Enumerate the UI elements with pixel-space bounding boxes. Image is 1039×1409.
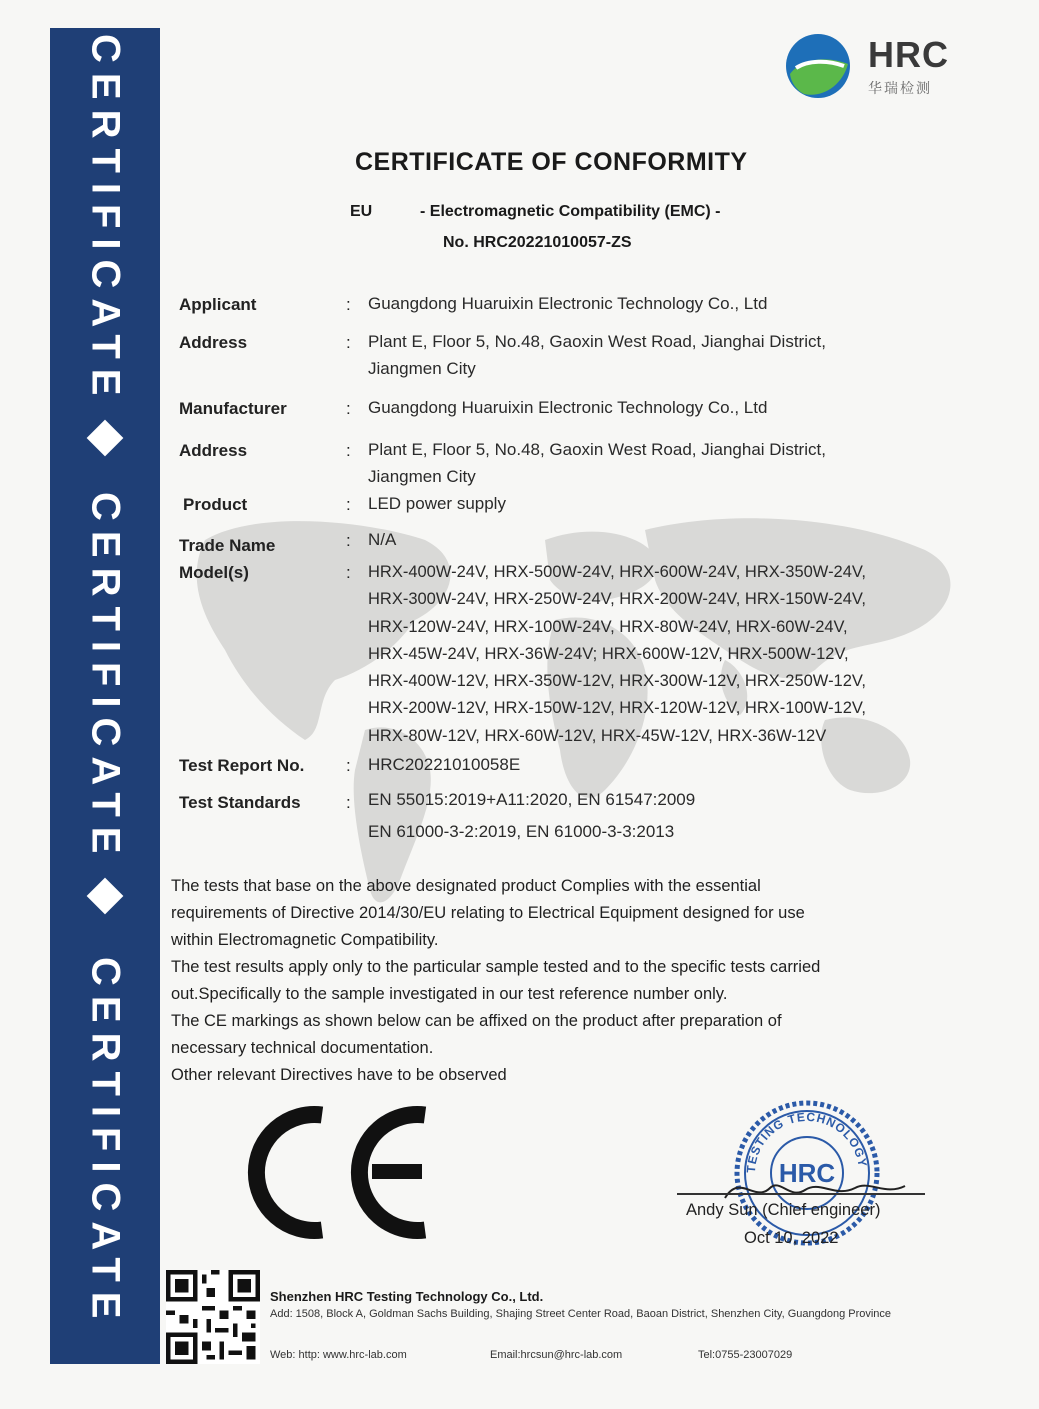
footer-web-link[interactable]: Web: http: www.hrc-lab.com <box>270 1349 407 1361</box>
footer-phone: Tel:0755-23007029 <box>698 1349 793 1361</box>
qr-code-icon <box>166 1270 260 1364</box>
diamond-icon <box>87 420 124 457</box>
address-line-1: Plant E, Floor 5, No.48, Gaoxin West Road, Jianghai District, <box>368 332 826 351</box>
trade-name-value: N/A <box>368 530 397 549</box>
signer-name: Andy Sun (Chief engineer) <box>686 1201 881 1219</box>
colon: : <box>346 441 351 460</box>
diamond-icon <box>87 878 124 915</box>
models-label: Model(s) <box>179 563 249 582</box>
stamp-ring-text: TESTING TECHNOLOGY <box>743 1109 870 1174</box>
footer-email-link[interactable]: Email:hrcsun@hrc-lab.com <box>490 1349 623 1361</box>
signature-line <box>677 1193 925 1195</box>
statement-line: The tests that base on the above designated product Complies with the essential <box>171 877 761 895</box>
model-line: HRX-400W-12V, HRX-350W-12V, HRX-300W-12V, HRX-250W-12V, <box>368 672 866 690</box>
test-standards-line-2: EN 61000-3-2:2019, EN 61000-3-3:2013 <box>368 822 675 841</box>
trade-name-label: Trade Name <box>179 536 276 555</box>
left-banner <box>50 28 160 1364</box>
test-report-label: Test Report No. <box>179 756 305 775</box>
statement-line: The CE markings as shown below can be affixed on the product after preparation of <box>171 1012 782 1030</box>
applicant-value: Guangdong Huaruixin Electronic Technology Co., Ltd <box>368 294 768 313</box>
colon: : <box>346 756 351 775</box>
stamp-center-text: HRC <box>778 1158 836 1188</box>
banner-word-bottom: CERTIFICATE <box>83 957 128 1329</box>
statement-line: The test results apply only to the particular sample tested and to the specific tests carried <box>171 958 821 976</box>
colon: : <box>346 399 351 418</box>
model-line: HRX-80W-12V, HRX-60W-12V, HRX-45W-12V, HRX-36W-12V <box>368 727 827 745</box>
model-line: HRX-45W-24V, HRX-36W-24V; HRX-600W-12V, HRX-500W-12V, <box>368 645 849 663</box>
colon: : <box>346 531 351 550</box>
test-standards-label: Test Standards <box>179 793 301 812</box>
statement-line: necessary technical documentation. <box>171 1039 434 1057</box>
region-label: EU <box>350 203 373 220</box>
colon: : <box>346 563 351 582</box>
ce-mark-icon <box>240 1105 440 1240</box>
colon: : <box>346 495 351 514</box>
address-label: Address <box>179 441 248 460</box>
test-report-value: HRC20221010058E <box>368 755 521 774</box>
model-line: HRX-300W-24V, HRX-250W-24V, HRX-200W-24V, HRX-150W-24V, <box>368 590 866 608</box>
logo-brand: HRC <box>868 34 949 75</box>
statement-line: requirements of Directive 2014/30/EU relating to Electrical Equipment designed for use <box>171 904 805 922</box>
statement-line: Other relevant Directives have to be observed <box>171 1066 507 1084</box>
banner-word-middle: CERTIFICATE <box>83 492 128 864</box>
product-label: Product <box>183 495 248 514</box>
colon: : <box>346 793 351 812</box>
signature-date: Oct 10, 2022 <box>744 1229 839 1247</box>
colon: : <box>346 295 351 314</box>
address-label: Address <box>179 333 248 352</box>
colon: : <box>346 333 351 352</box>
applicant-label: Applicant <box>179 295 257 314</box>
certificate-title: CERTIFICATE OF CONFORMITY <box>355 148 748 176</box>
statement-line: within Electromagnetic Compatibility. <box>171 931 439 949</box>
model-line: HRX-120W-24V, HRX-100W-24V, HRX-80W-24V, HRX-60W-24V, <box>368 618 848 636</box>
logo-subtitle: 华瑞检测 <box>868 80 932 96</box>
address-line-2: Jiangmen City <box>368 467 476 486</box>
address-line-1: Plant E, Floor 5, No.48, Gaoxin West Road, Jianghai District, <box>368 440 826 459</box>
footer-company: Shenzhen HRC Testing Technology Co., Ltd. <box>270 1289 544 1304</box>
address-line-2: Jiangmen City <box>368 359 476 378</box>
certificate-number: No. HRC20221010057-ZS <box>443 234 632 251</box>
manufacturer-label: Manufacturer <box>179 399 287 418</box>
footer-address: Add: 1508, Block A, Goldman Sachs Building, Shajing Street Center Road, Baoan District, Shenzhen City, Guangdong Province <box>270 1308 892 1320</box>
model-line: HRX-200W-12V, HRX-150W-12V, HRX-120W-12V, HRX-100W-12V, <box>368 699 866 717</box>
banner-word-top: CERTIFICATE <box>83 34 128 406</box>
statement-line: out.Specifically to the sample investigated in our test reference number only. <box>171 985 728 1003</box>
product-value: LED power supply <box>368 494 506 513</box>
manufacturer-value: Guangdong Huaruixin Electronic Technology Co., Ltd <box>368 398 768 417</box>
model-line: HRX-400W-24V, HRX-500W-24V, HRX-600W-24V, HRX-350W-24V, <box>368 563 866 581</box>
scope-label: - Electromagnetic Compatibility (EMC) - <box>420 203 721 220</box>
test-standards-line-1: EN 55015:2019+A11:2020, EN 61547:2009 <box>368 790 696 809</box>
